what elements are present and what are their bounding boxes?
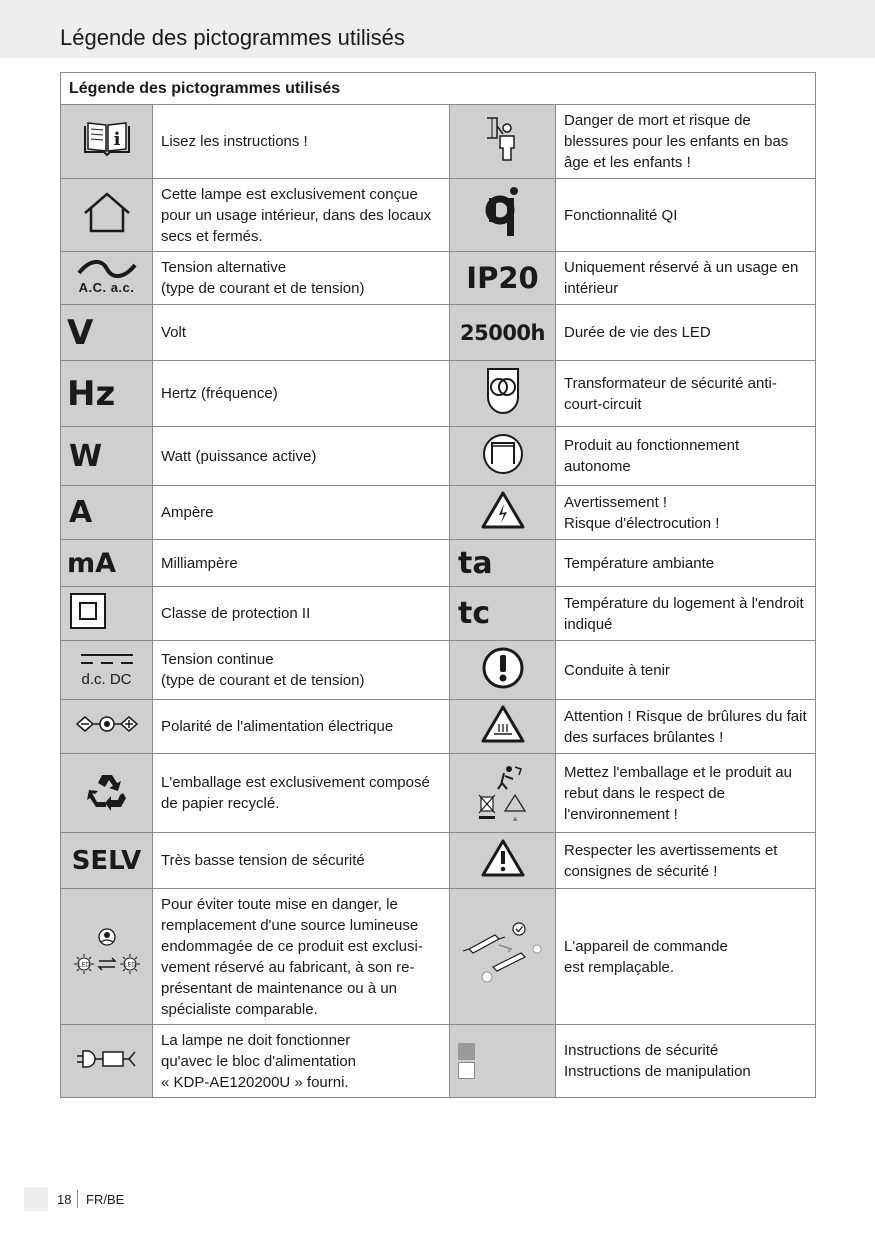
legend-text: Température ambiante — [556, 540, 816, 587]
legend-text: Fonctionnalité QI — [556, 179, 816, 252]
legend-text: Conduite à tenir — [556, 641, 816, 700]
legend-text-line: Instructions de sécurité — [564, 1042, 719, 1059]
legend-text-line: Tension continue — [161, 651, 274, 668]
legend-table — [60, 72, 816, 1098]
legend-text: Attention ! Risque de brûlures du fait des surfaces brûlantes ! — [556, 700, 816, 754]
disposal-icon — [450, 754, 556, 833]
table-row — [61, 427, 816, 486]
replaceable-driver-icon — [450, 889, 556, 1025]
exclamation-circle-icon — [450, 641, 556, 700]
svg-text:LED: LED — [123, 961, 136, 969]
milliampere-icon — [61, 540, 153, 587]
legend-text: Pour éviter toute mise en danger, le remplacement d'une source lumineuse endommagée de ce produit est exclusi-vement réservé au fabricant, à son re-présentant de maintenance ou à un spécialiste comparable. — [153, 889, 450, 1025]
qi-icon — [450, 179, 556, 252]
legend-text-line: « KDP-AE120200U » fourni. — [161, 1073, 349, 1091]
dc-symbol: d.c. DC — [81, 670, 132, 688]
selv-symbol: SELV — [71, 845, 142, 876]
protection-class-2-icon — [61, 587, 153, 641]
legend-text: Milliampère — [153, 540, 450, 587]
page-title: Légende des pictogrammes utilisés — [60, 25, 405, 50]
ampere-symbol: A — [69, 495, 93, 530]
table-heading: Légende des pictogrammes utilisés — [61, 73, 816, 105]
table-row — [61, 179, 816, 252]
polarity-icon — [61, 700, 153, 754]
legend-text — [556, 1025, 816, 1098]
legend-text: Lisez les instructions ! — [153, 105, 450, 179]
table-row — [61, 252, 816, 305]
table-row — [61, 587, 816, 641]
legend-text-line: La lampe ne doit fonctionner — [161, 1031, 351, 1049]
safety-swatch — [458, 1043, 475, 1060]
hot-surface-icon — [450, 700, 556, 754]
electric-warning-icon — [450, 486, 556, 540]
legend-text: Produit au fonctionnement autonome — [556, 427, 816, 486]
legend-text — [153, 641, 450, 700]
ambient-temp-symbol: ta — [458, 545, 493, 581]
table-row — [61, 1025, 816, 1098]
instruction-boxes-icon — [450, 1025, 556, 1098]
legend-text-line: Tension alternative — [161, 259, 287, 276]
lifetime-icon — [450, 305, 556, 361]
legend-text: Très basse tension de sécurité — [153, 833, 450, 889]
recycle-icon — [61, 754, 153, 833]
lifetime-symbol: 25000h — [459, 320, 545, 345]
milliampere-symbol: mA — [67, 547, 117, 579]
legend-text: Température du logement à l'endroit indiqué — [556, 587, 816, 641]
svg-text:a: a — [512, 815, 517, 823]
table-row — [61, 361, 816, 427]
table-row — [61, 700, 816, 754]
legend-text-line: Risque d'électrocution ! — [564, 514, 720, 532]
watt-icon — [61, 427, 153, 486]
legend-text: Mettez l'emballage et le produit au rebut dans le respect de l'environnement ! — [556, 754, 816, 833]
legend-text: Uniquement réservé à un usage en intérieur — [556, 252, 816, 305]
child-hazard-icon — [450, 105, 556, 179]
table-row — [61, 833, 816, 889]
svg-text:i: i — [113, 129, 120, 150]
handling-swatch — [458, 1062, 475, 1079]
legend-text-line: qu'avec le bloc d'alimentation — [161, 1052, 357, 1070]
legend-text: Classe de protection II — [153, 587, 450, 641]
legend-text-line: (type de courant et de tension) — [161, 280, 365, 297]
legend-text — [556, 889, 816, 1025]
housing-temp-icon — [450, 587, 556, 641]
dc-icon — [61, 641, 153, 700]
housing-temp-symbol: tc — [458, 596, 491, 631]
legend-text: Transformateur de sécurité anti-court-circuit — [556, 361, 816, 427]
legend-text — [153, 252, 450, 305]
table-row — [61, 754, 816, 833]
volt-symbol: V — [67, 312, 94, 353]
table-row — [61, 486, 816, 540]
legend-text: Respecter les avertissements et consignes de sécurité ! — [556, 833, 816, 889]
legend-text-line: (type de courant et de tension) — [161, 672, 365, 689]
selv-icon — [61, 833, 153, 889]
safety-transformer-icon — [450, 361, 556, 427]
legend-text — [556, 486, 816, 540]
legend-text-line: Instructions de manipulation — [564, 1063, 751, 1080]
language-code: FR/BE — [86, 1192, 125, 1207]
legend-text: Volt — [153, 305, 450, 361]
legend-text-line: Avertissement ! — [564, 493, 668, 511]
legend-text-line: est remplaçable. — [564, 958, 675, 976]
legend-text: Polarité de l'alimentation électrique — [153, 700, 450, 754]
independent-ballast-icon — [450, 427, 556, 486]
power-supply-icon — [61, 1025, 153, 1098]
legend-text: L'emballage est exclusivement composé de papier recyclé. — [153, 754, 450, 833]
legend-text: Watt (puissance active) — [153, 427, 450, 486]
legend-text: Ampère — [153, 486, 450, 540]
table-row — [61, 105, 816, 179]
legend-text-line: L'appareil de commande — [564, 937, 728, 955]
legend-text: Danger de mort et risque de blessures pour les enfants en bas âge et les enfants ! — [556, 105, 816, 179]
led-replacement-icon — [61, 889, 153, 1025]
ac-wave-icon — [61, 252, 153, 305]
hertz-symbol: Hz — [67, 373, 116, 414]
ip20-icon — [450, 252, 556, 305]
legend-text: Cette lampe est exclusivement conçue pour un usage intérieur, dans des locaux secs et fermés. — [153, 179, 450, 252]
warning-triangle-icon — [450, 833, 556, 889]
svg-text:LED: LED — [77, 961, 90, 969]
legend-text: Durée de vie des LED — [556, 305, 816, 361]
page-number: 18 — [57, 1192, 72, 1207]
volt-icon — [61, 305, 153, 361]
ambient-temp-icon — [450, 540, 556, 587]
book-info-icon — [61, 105, 153, 179]
ampere-icon — [61, 486, 153, 540]
ip20-symbol: IP20 — [466, 261, 539, 295]
house-icon — [61, 179, 153, 252]
ac-symbol: A.C. a.c. — [78, 280, 135, 295]
table-row — [61, 889, 816, 1025]
table-row — [61, 305, 816, 361]
legend-text: Hertz (fréquence) — [153, 361, 450, 427]
legend-text — [153, 1025, 450, 1098]
watt-symbol: W — [69, 438, 103, 474]
footer-divider — [77, 1190, 78, 1208]
table-row — [61, 641, 816, 700]
footer-marker — [24, 1187, 48, 1211]
hertz-icon — [61, 361, 153, 427]
table-row — [61, 540, 816, 587]
